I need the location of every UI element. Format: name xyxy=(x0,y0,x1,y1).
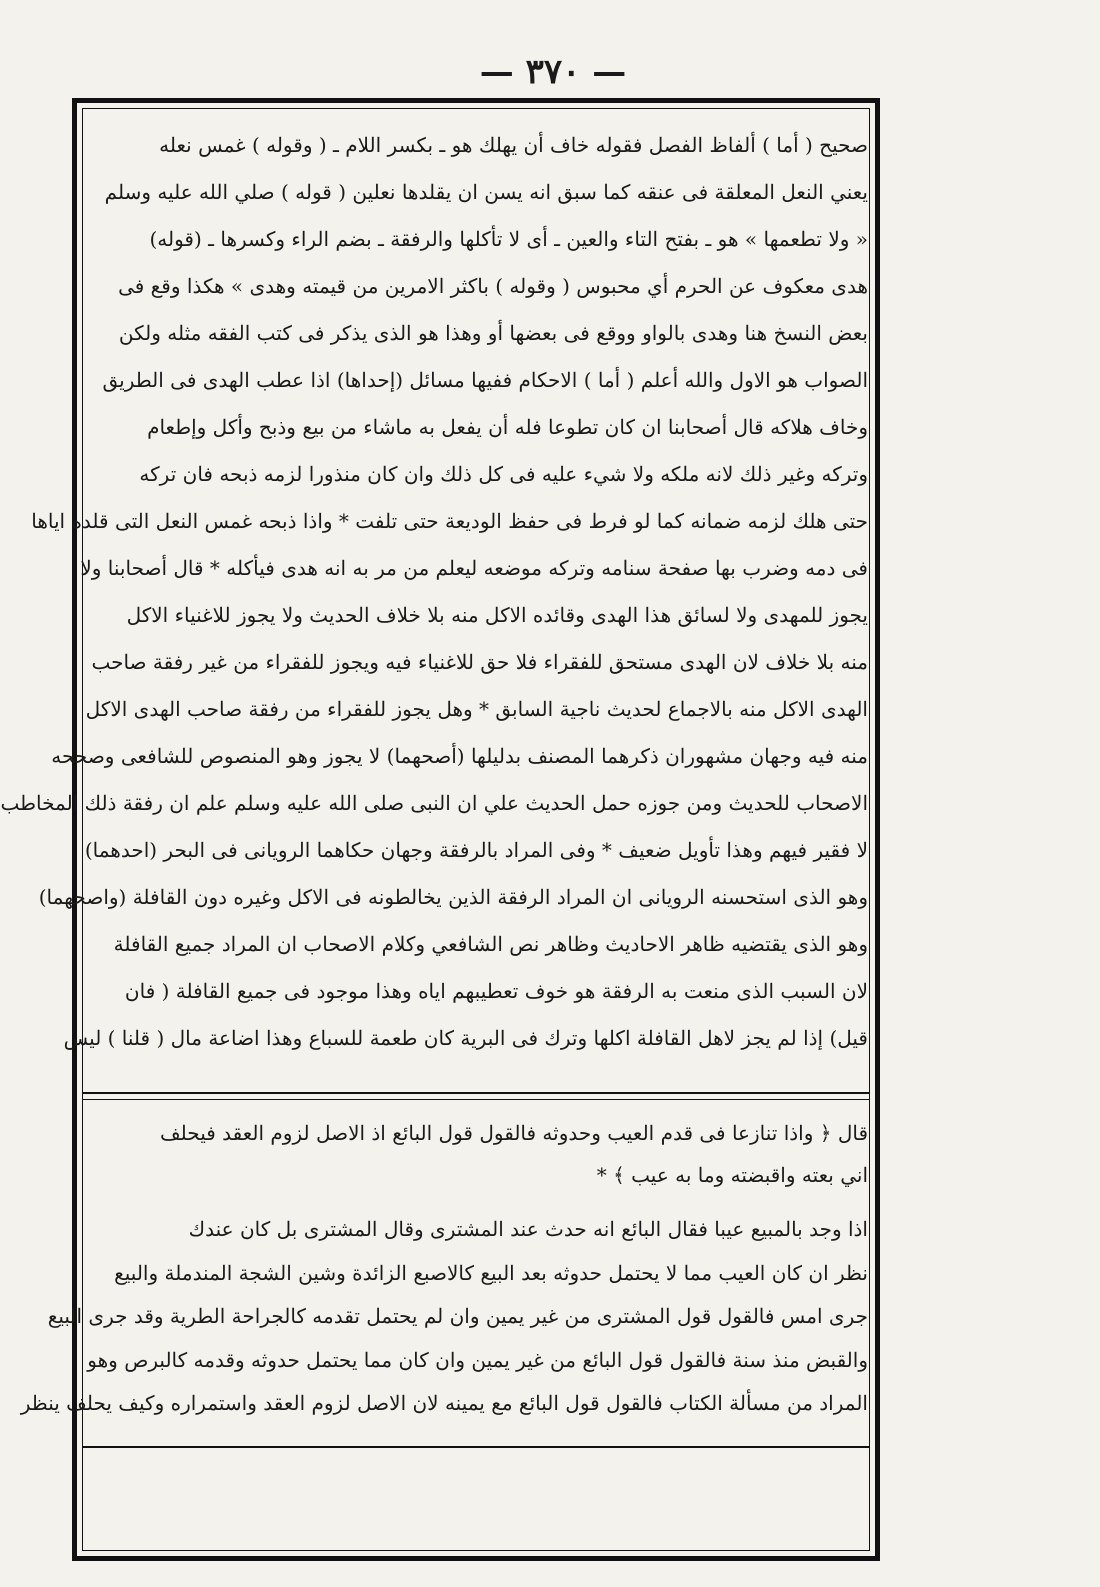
text-line: وخاف هلاكه قال أصحابنا ان كان تطوعا فله أن يفعل به ماشاء من بيع وذبح وأكل وإطعام xyxy=(147,415,868,439)
text-line: منه فيه وجهان مشهوران ذكرهما المصنف بدليلها (أصحهما) لا يجوز وهو المنصوص للشافعى وصححه xyxy=(51,744,868,768)
page-number: — ٣٧٠ — xyxy=(479,52,627,92)
text-line: فى دمه وضرب بها صفحة سنامه وتركه موضعه ليعلم من مر به انه هدى فيأكله * قال أصحابنا ولا xyxy=(80,556,868,580)
text-line: الاصحاب للحديث ومن جوزه حمل الحديث علي ان النبى صلى الله عليه وسلم علم ان رفقة ذلك المخاطب xyxy=(0,791,868,815)
text-line: صحيح ( أما ) ألفاظ الفصل فقوله خاف أن يهلك هو ـ بكسر اللام ـ ( وقوله ) غمس نعله xyxy=(159,133,868,157)
commentary-block xyxy=(0,122,868,1062)
text-line: نظر ان كان العيب مما لا يحتمل حدوثه بعد البيع كالاصبع الزائدة وشين الشجة المندملة والبيع xyxy=(114,1260,868,1285)
text-line: والقبض منذ سنة فالقول قول البائع من غير يمين وان كان مما يحتمل حدوثه وقدمه كالبرص وهو xyxy=(87,1347,868,1372)
text-line: لان السبب الذى منعت به الرفقة هو خوف تعطيبهم اياه وهذا موجود فى جميع القافلة ( فان xyxy=(124,979,868,1003)
text-line: اذا وجد بالمبيع عيبا فقال البائع انه حدث عند المشترى وقال المشترى بل كان عندك xyxy=(188,1217,868,1241)
text-line: وتركه وغير ذلك لانه ملكه ولا شيء عليه فى كل ذلك وان كان منذورا لزمه ذبحه فان تركه xyxy=(139,462,868,486)
section-divider xyxy=(82,1092,870,1094)
text-line: الهدى الاكل منه بالاجماع لحديث ناجية السابق * وهل يجوز للفقراء من رفقة صاحب الهدى الاكل xyxy=(85,697,868,721)
text-line: المراد من مسألة الكتاب فالقول قول البائع مع يمينه لان الاصل لزوم العقد واستمراره وكيف يحلف ينظر xyxy=(20,1391,868,1415)
matn-block xyxy=(94,1112,868,1196)
text-line: هدى معكوف عن الحرم أي محبوس ( وقوله ) باكثر الامرين من قيمته وهدى » هكذا وقع فى xyxy=(118,274,868,298)
text-line: بعض النسخ هنا وهدى بالواو ووقع فى بعضها أو وهذا هو الذى يذكر فى كتب الفقه مثله ولكن xyxy=(118,321,868,345)
text-line: « ولا تطعمها » هو ـ بفتح التاء والعين ـ أى لا تأكلها والرفقة ـ بضم الراء وكسرها ـ (قوله) xyxy=(149,227,868,251)
text-line: وهو الذى استحسنه الرويانى ان المراد الرفقة الذين يخالطونه فى الاكل وغيره دون القافلة (واصحهما) xyxy=(38,885,868,909)
sharh-block xyxy=(20,1208,868,1426)
bottom-rule xyxy=(82,1446,870,1448)
text-line: يعني النعل المعلقة فى عنقه كما سبق انه يسن ان يقلدها نعلين ( قوله ) صلي الله عليه وسلم xyxy=(104,180,868,204)
text-line: جرى امس فالقول قول المشترى من غير يمين وان لم يحتمل تقدمه كالجراحة الطرية وقد جرى البيع xyxy=(47,1304,868,1328)
text-line: منه بلا خلاف لان الهدى مستحق للفقراء فلا حق للاغنياء فيه ويجوز للفقراء من غير رفقة صاحب xyxy=(91,650,868,674)
text-line: اني بعته واقبضته وما به عيب ﴾ * xyxy=(596,1163,868,1187)
text-line: لا فقير فيهم وهذا تأويل ضعيف * وفى المراد بالرفقة وجهان حكاهما الرويانى فى البحر (احدهما) xyxy=(84,838,868,862)
text-line: قيل) إذا لم يجز لاهل القافلة اكلها وترك فى البرية كان طعمة للسباع وهذا اضاعة مال ( قلنا ) ليس xyxy=(63,1026,868,1050)
text-line: وهو الذى يقتضيه ظاهر الاحاديث وظاهر نص الشافعي وكلام الاصحاب ان المراد جميع القافلة xyxy=(113,932,868,956)
text-line: يجوز للمهدى ولا لسائق هذا الهدى وقائده الاكل منه بلا خلاف الحديث ولا يجوز للاغنياء الاكل xyxy=(126,603,868,627)
section-divider-thin xyxy=(82,1099,870,1100)
text-line: الصواب هو الاول والله أعلم ( أما ) الاحكام ففيها مسائل (إحداها) اذا عطب الهدى فى الطريق xyxy=(102,368,868,392)
text-line: قال ﴿ واذا تنازعا فى قدم العيب وحدوثه فالقول قول البائع اذ الاصل لزوم العقد فيحلف xyxy=(159,1121,868,1145)
text-line: حتى هلك لزمه ضمانه كما لو فرط فى حفظ الوديعة حتى تلفت * واذا ذبحه غمس النعل التى قلده اياها xyxy=(31,509,868,533)
